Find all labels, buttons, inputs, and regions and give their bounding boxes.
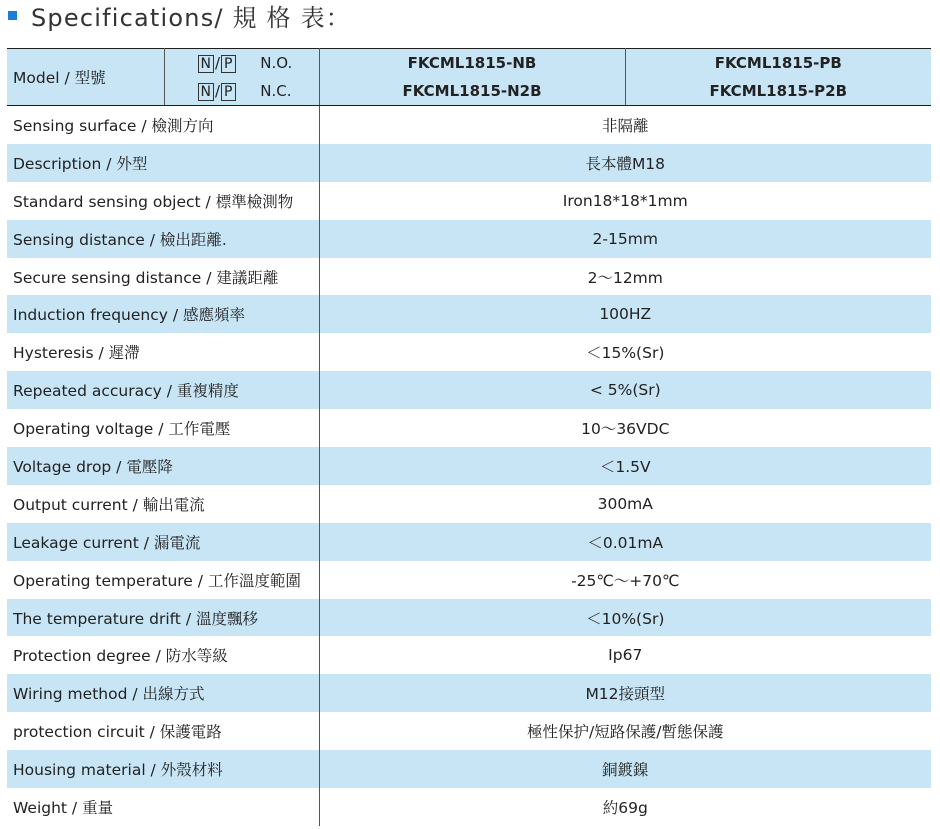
row-value: M12接頭型 [319,674,931,712]
model-label: Model / 型號 [7,49,164,106]
table-row [7,371,931,409]
n-box: N [198,83,214,101]
table-row [7,674,931,712]
table-row [7,523,931,561]
row-label: Output current / 輸出電流 [7,485,319,523]
table-row [7,712,931,750]
row-label: Sensing distance / 檢出距離. [7,220,319,258]
table-row [7,485,931,523]
row-label: Protection degree / 防水等級 [7,636,319,674]
row-value: 約69g [319,788,931,826]
row-label: Operating voltage / 工作電壓 [7,409,319,447]
bullet-square-icon [8,11,17,20]
model-n2b: FKCML1815-N2B [319,77,625,106]
table-row [7,220,931,258]
row-label: Standard sensing object / 標準檢測物 [7,182,319,220]
row-value: 100HZ [319,295,931,333]
row-value: Iron18*18*1mm [319,182,931,220]
table-row [7,182,931,220]
row-value: 銅鍍鎳 [319,750,931,788]
table-row [7,295,931,333]
row-label: Sensing surface / 檢測方向 [7,106,319,144]
row-label: Secure sensing distance / 建議距離 [7,258,319,296]
row-label: Description / 外型 [7,144,319,182]
model-nb: FKCML1815-NB [319,49,625,78]
p-box: P [221,55,235,73]
row-label: Hysteresis / 遲滯 [7,333,319,371]
row-label: Wiring method / 出線方式 [7,674,319,712]
row-label: Leakage current / 漏電流 [7,523,319,561]
model-p2b: FKCML1815-P2B [625,77,931,106]
table-row [7,106,931,144]
table-row [7,409,931,447]
row-label: Operating temperature / 工作溫度範圍 [7,561,319,599]
row-value: 非隔離 [319,106,931,144]
row-value: ＜15%(Sr) [319,333,931,371]
row-value: 極性保护/短路保護/暫態保護 [319,712,931,750]
p-box: P [221,83,235,101]
row-value: 300mA [319,485,931,523]
row-value: ＜0.01mA [319,523,931,561]
nc-label: N.C. [260,81,292,100]
row-label: Housing material / 外殼材料 [7,750,319,788]
row-value: Ip67 [319,636,931,674]
table-row [7,561,931,599]
header-row-no [7,49,931,78]
model-pb: FKCML1815-PB [625,49,931,78]
row-value: < 5%(Sr) [319,371,931,409]
np-no-cell: N / P N.O. [164,49,319,78]
table-row [7,258,931,296]
table-row [7,447,931,485]
row-value: 2-15mm [319,220,931,258]
row-label: protection circuit / 保護電路 [7,712,319,750]
row-value: 2～12mm [319,258,931,296]
row-label: Weight / 重量 [7,788,319,826]
table-row [7,750,931,788]
table-row [7,144,931,182]
row-value: ＜1.5V [319,447,931,485]
specifications-table [7,48,931,826]
row-value: ＜10%(Sr) [319,599,931,637]
row-value: 10～36VDC [319,409,931,447]
table-row [7,599,931,637]
row-value: -25℃～+70℃ [319,561,931,599]
np-nc-cell: N / P N.C. [164,77,319,106]
n-box: N [198,55,214,73]
table-row [7,788,931,826]
table-row [7,333,931,371]
row-value: 長本體M18 [319,144,931,182]
row-label: Voltage drop / 電壓降 [7,447,319,485]
page-title: Specifications/ 規 格 表： [31,3,351,32]
row-label: Induction frequency / 感應頻率 [7,295,319,333]
table-row [7,636,931,674]
row-label: Repeated accuracy / 重複精度 [7,371,319,409]
page-title-bar [8,0,351,30]
no-label: N.O. [260,53,293,72]
row-label: The temperature drift / 溫度飄移 [7,599,319,637]
